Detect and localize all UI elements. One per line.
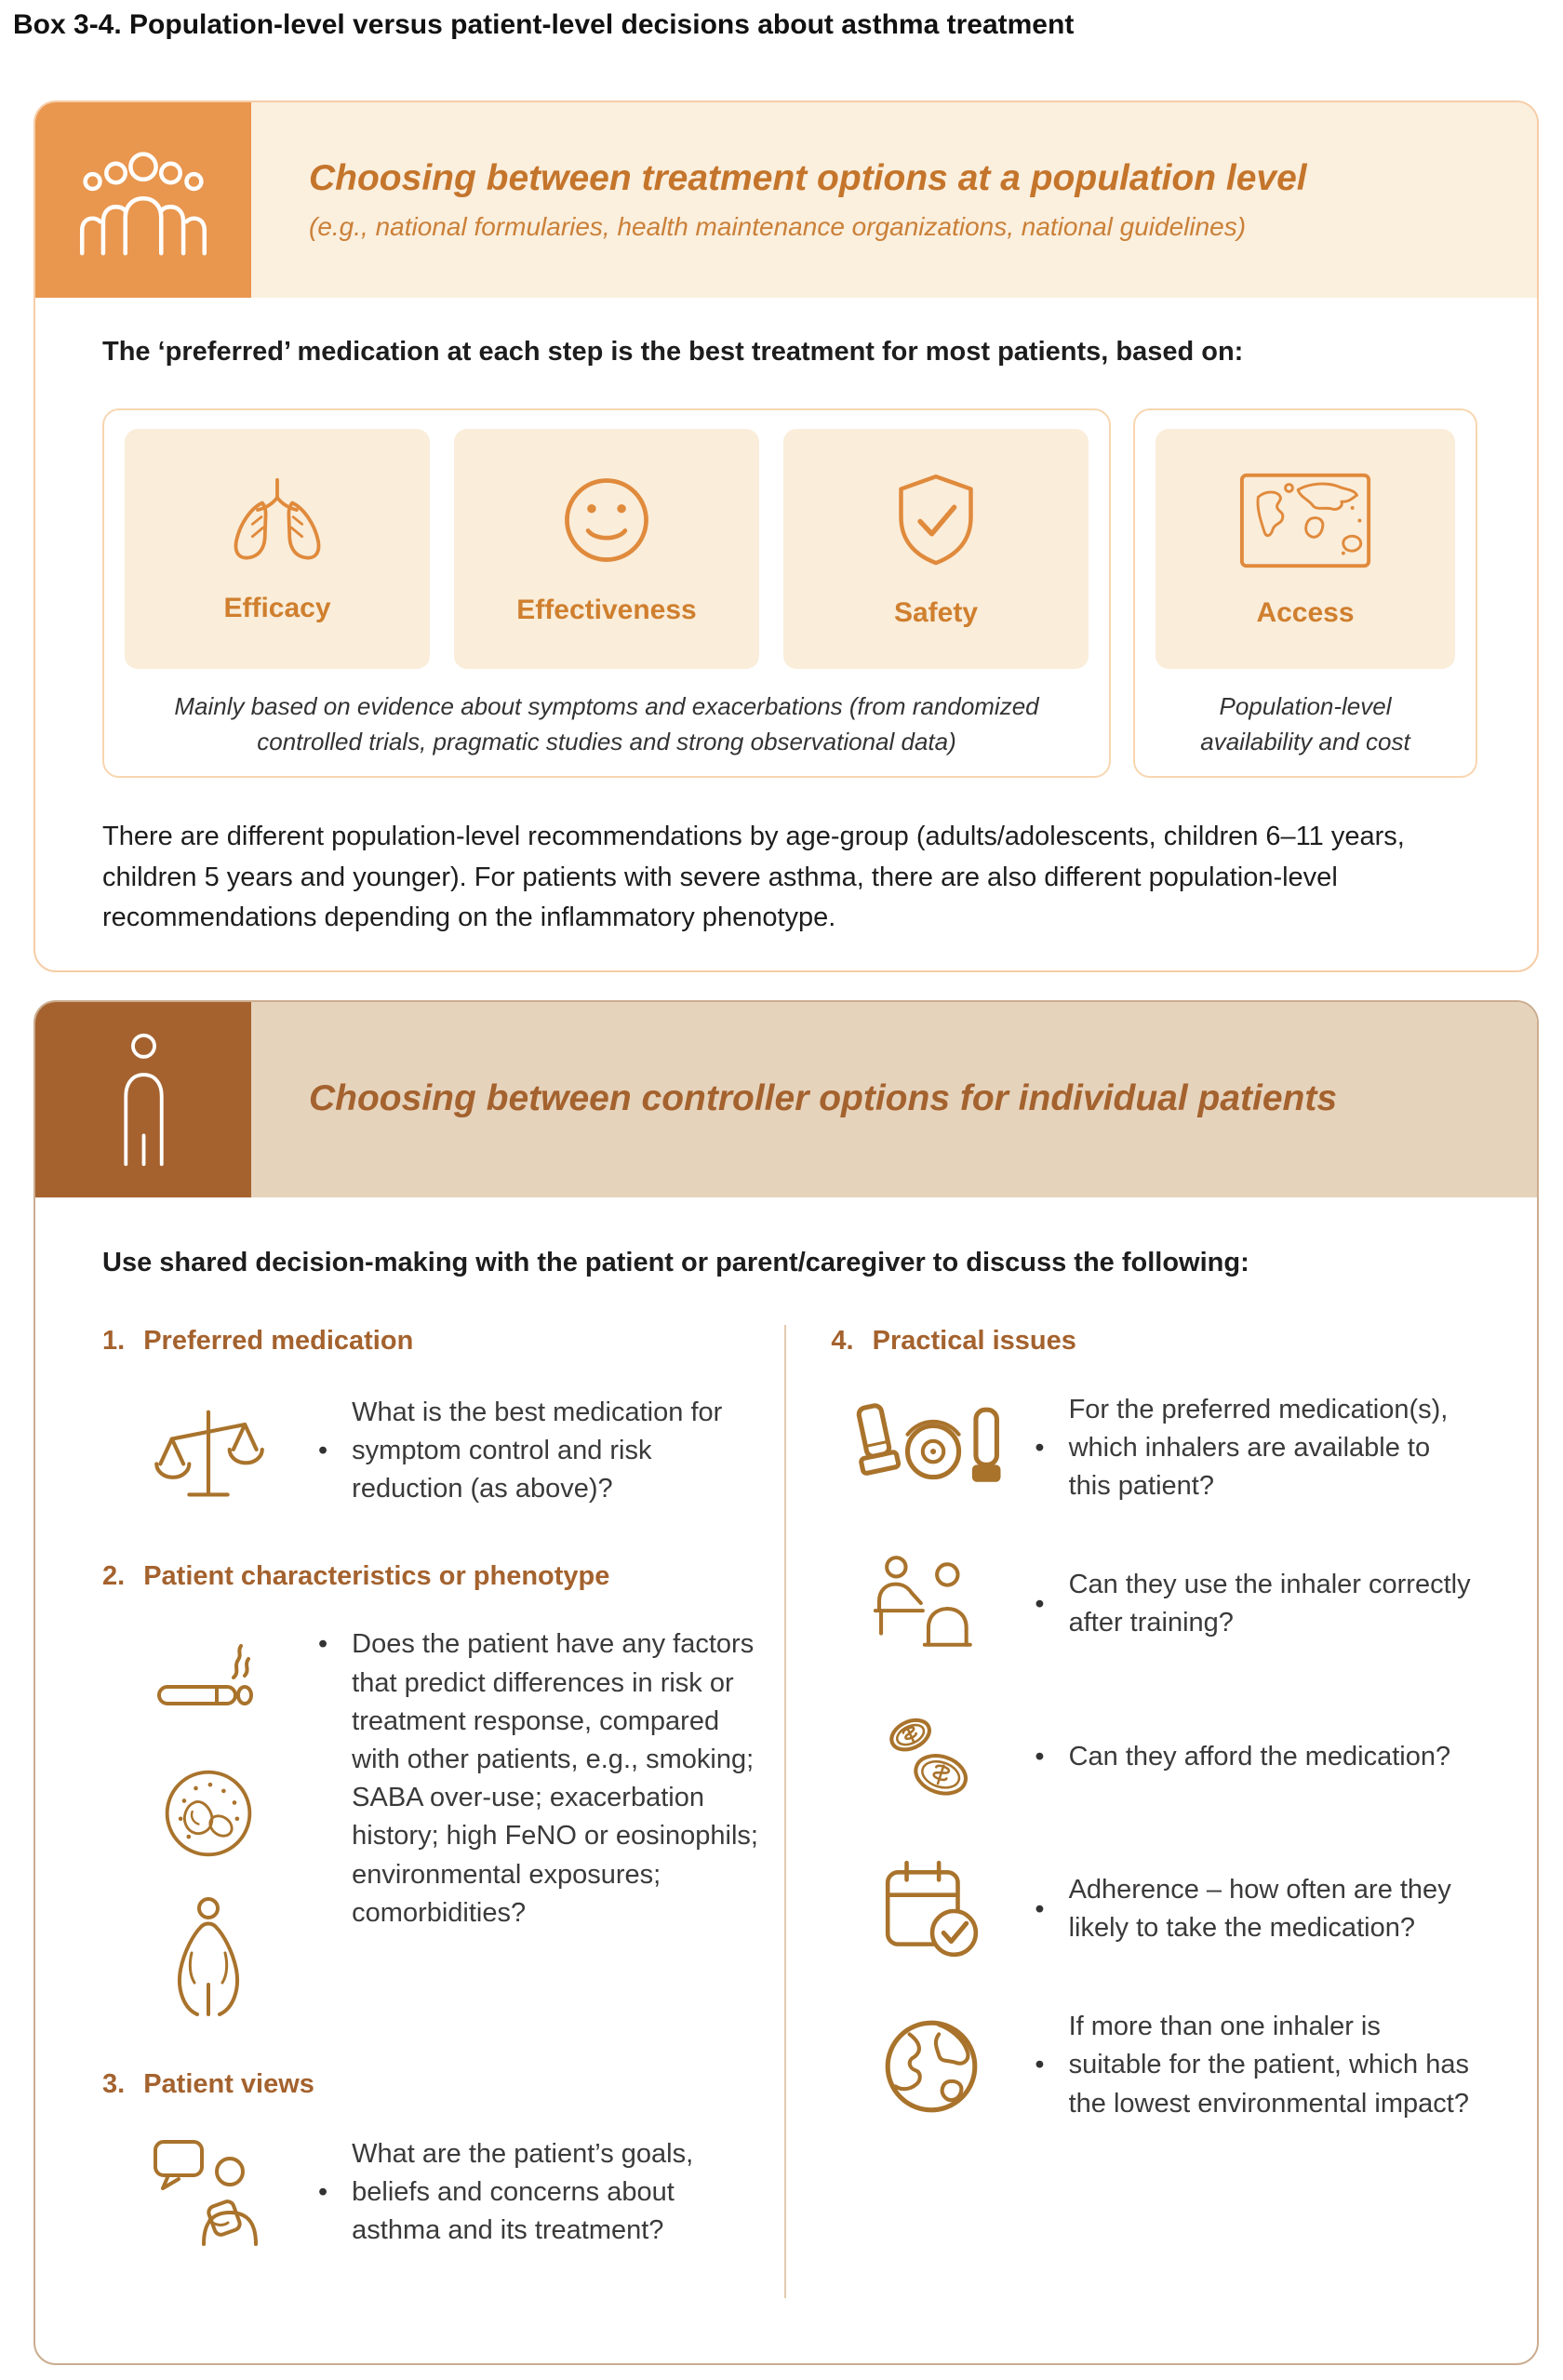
item-1-label: Preferred medication — [143, 1325, 414, 1356]
item-preferred-medication — [102, 1325, 768, 1512]
access-card-group — [1133, 408, 1477, 778]
people-group-icon — [73, 141, 213, 260]
left-column — [102, 1325, 784, 2298]
practical-row-cost — [831, 1703, 1477, 1811]
coins-icon — [831, 1703, 1031, 1811]
bullet-marker: • — [1035, 1432, 1045, 1463]
item-1-heading — [102, 1325, 768, 1357]
item-4-heading — [831, 1325, 1477, 1357]
smiley-face-icon — [558, 472, 655, 568]
population-header-icon-box — [35, 102, 251, 298]
discussion-columns — [102, 1325, 1477, 2298]
population-panel — [33, 100, 1539, 972]
practical-row-environment — [831, 2008, 1477, 2123]
population-header-band — [251, 102, 1537, 298]
item-patient-characteristics — [102, 1560, 768, 2021]
practical-row-inhalers — [831, 1391, 1477, 1506]
evidence-caption: Mainly based on evidence about symptoms and exacerbations (from randomized controlled trials, pragmatic studies and strong observational data) — [174, 692, 1039, 755]
calendar-check-icon — [831, 1855, 1031, 1963]
practical-text-environment: If more than one inhaler is suitable for the patient, which has the lowest environmental impact? — [1068, 2012, 1470, 2119]
safety-label: Safety — [893, 596, 979, 628]
evidence-cards-row — [125, 429, 1089, 669]
shared-decision-intro: Use shared decision-making with the patient or parent/caregiver to discuss the following: — [102, 1247, 1249, 1277]
bullet-marker: • — [318, 1436, 328, 1466]
efficacy-card — [125, 429, 430, 669]
shield-check-icon — [889, 470, 982, 571]
effectiveness-label: Effectiveness — [516, 595, 697, 625]
patient-conversation-icon — [150, 2136, 267, 2250]
individual-header-band — [251, 1002, 1537, 1197]
access-label: Access — [1256, 596, 1355, 628]
individual-panel-body — [35, 1197, 1537, 2363]
population-footer-paragraph: There are different population-level recommendations by age-group (adults/adolescents, children 6–11 years, children 5 years and younger). For patients with severe asthma, there are also different population-level recommendations depending on the inflammatory phenotype. — [102, 822, 1405, 933]
item-1-row — [102, 1391, 768, 1512]
effectiveness-card — [454, 429, 759, 669]
balance-scales-icon — [149, 1393, 268, 1512]
item-1-icons — [102, 1391, 314, 1512]
population-panel-title: Choosing between treatment options at a population level — [309, 157, 1307, 198]
item-3-heading — [102, 2068, 768, 2101]
item-1-text: What is the best medication for symptom control and risk reduction (as above)? — [352, 1397, 723, 1504]
right-column — [784, 1325, 1477, 2298]
bullet-marker: • — [1035, 1741, 1045, 1772]
population-panel-body — [35, 298, 1537, 970]
individual-panel-title: Choosing between controller options for individual patients — [309, 1078, 1338, 1119]
individual-panel-header — [35, 1002, 1537, 1197]
individual-header-icon-box — [35, 1002, 251, 1197]
item-2-label: Patient characteristics or phenotype — [143, 1560, 610, 1591]
practical-row-training — [831, 1550, 1477, 1658]
item-2-heading — [102, 1560, 768, 1593]
evidence-card-group — [102, 408, 1111, 778]
item-3-number: 3. — [102, 2069, 126, 2100]
individual-panel — [33, 1000, 1539, 2365]
item-3-text: What are the patient’s goals, beliefs and concerns about asthma and its treatment? — [352, 2138, 694, 2245]
bullet-marker: • — [1035, 1893, 1045, 1924]
person-icon — [106, 1030, 181, 1170]
population-panel-header — [35, 102, 1537, 298]
world-map-icon — [1236, 470, 1374, 571]
globe-icon — [831, 2012, 1031, 2119]
item-2-text: Does the patient have any factors that predict differences in risk or treatment response, compared with other patients, e.g., smoking; SABA over-use; exacerbation history; high FeNO or eosinophils; environmental exposures; comorbidities? — [352, 1629, 758, 1928]
population-panel-subtitle: (e.g., national formularies, health maintenance organizations, national guidelines) — [309, 212, 1247, 242]
criteria-cards-zone — [102, 408, 1477, 778]
bullet-marker: • — [318, 1629, 328, 1660]
bullet-marker: • — [318, 2176, 328, 2207]
practical-text-training: Can they use the inhaler correctly after training? — [1068, 1570, 1471, 1638]
practical-text-cost: Can they afford the medication? — [1068, 1741, 1451, 1772]
inhaler-devices-icon — [831, 1400, 1031, 1495]
efficacy-label: Efficacy — [223, 592, 331, 623]
lungs-icon — [222, 475, 332, 567]
item-2-number: 2. — [102, 1560, 126, 1591]
access-card — [1156, 429, 1455, 669]
safety-card — [783, 429, 1089, 669]
item-1-number: 1. — [102, 1325, 126, 1356]
item-2-row — [102, 1625, 768, 2020]
item-patient-views — [102, 2068, 768, 2250]
practical-text-adherence: Adherence – how often are they likely to take the medication? — [1068, 1875, 1451, 1944]
page-title: Box 3-4. Population-level versus patient-level decisions about asthma treatment — [13, 9, 1075, 40]
access-caption: Population-level availability and cost — [1200, 692, 1410, 755]
eosinophil-cell-icon — [158, 1763, 259, 1864]
bullet-marker: • — [1035, 2050, 1045, 2080]
cigarette-icon — [154, 1627, 263, 1732]
item-4-number: 4. — [831, 1325, 854, 1356]
bullet-marker: • — [1035, 1588, 1045, 1619]
practical-row-adherence — [831, 1855, 1477, 1963]
item-3-icons — [102, 2134, 314, 2250]
practical-text-inhalers: For the preferred medication(s), which inhalers are available to this patient? — [1068, 1394, 1449, 1502]
item-3-row — [102, 2134, 768, 2250]
item-4-label: Practical issues — [872, 1325, 1076, 1356]
population-intro-text: The ‘preferred’ medication at each step is the best treatment for most patients, based on: — [102, 337, 1244, 367]
item-3-label: Patient views — [143, 2069, 314, 2100]
item-2-icons — [102, 1625, 314, 2020]
inhaler-training-icon — [831, 1550, 1031, 1658]
overweight-person-icon — [166, 1895, 251, 2020]
access-cards-row — [1156, 429, 1455, 669]
